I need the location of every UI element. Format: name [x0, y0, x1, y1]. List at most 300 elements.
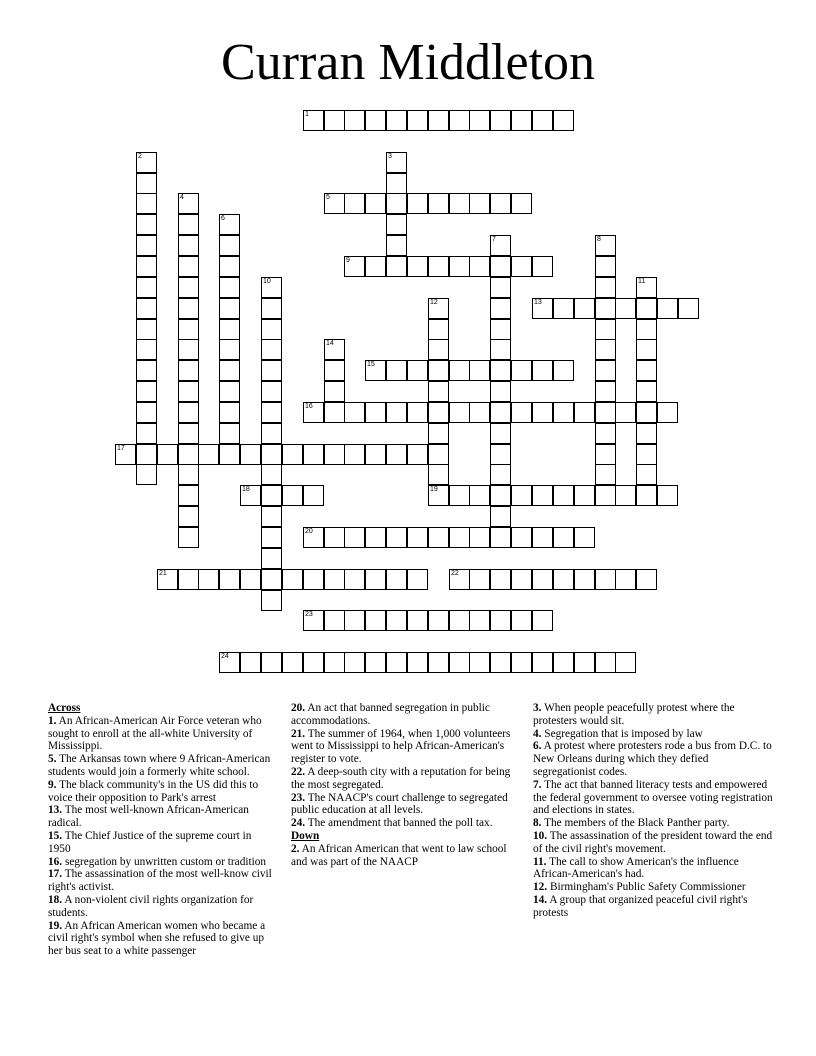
grid-cell[interactable] [386, 110, 407, 131]
grid-cell[interactable] [595, 319, 616, 340]
grid-cell[interactable] [636, 319, 657, 340]
grid-cell[interactable] [344, 652, 365, 673]
grid-cell[interactable] [324, 360, 345, 381]
grid-cell[interactable] [386, 235, 407, 256]
grid-cell[interactable] [261, 360, 282, 381]
grid-cell[interactable] [469, 485, 490, 506]
clue-number: 14 [326, 340, 334, 347]
grid-cell[interactable] [449, 402, 470, 423]
grid-cell[interactable] [532, 527, 553, 548]
grid-cell[interactable] [136, 423, 157, 444]
grid-cell[interactable] [469, 569, 490, 590]
grid-cell[interactable] [198, 444, 219, 465]
clue-number: 11 [638, 278, 646, 285]
grid-cell[interactable] [407, 402, 428, 423]
grid-cell[interactable] [178, 214, 199, 235]
grid-cell[interactable] [490, 339, 511, 360]
grid-cell[interactable] [365, 402, 386, 423]
grid-cell[interactable] [490, 464, 511, 485]
grid-cell[interactable] [365, 569, 386, 590]
grid-cell[interactable] [490, 110, 511, 131]
grid-cell[interactable] [386, 610, 407, 631]
grid-cell[interactable] [449, 569, 470, 590]
grid-cell[interactable] [469, 527, 490, 548]
grid-cell[interactable] [219, 444, 240, 465]
grid-cell[interactable] [490, 277, 511, 298]
grid-cell[interactable] [657, 485, 678, 506]
grid-cell[interactable] [574, 298, 595, 319]
grid-cell[interactable] [324, 610, 345, 631]
grid-cell[interactable] [219, 319, 240, 340]
grid-cell[interactable] [532, 402, 553, 423]
grid-cell[interactable] [303, 652, 324, 673]
grid-cell[interactable] [240, 485, 261, 506]
grid-cell[interactable] [261, 402, 282, 423]
grid-cell[interactable] [636, 569, 657, 590]
grid-cell[interactable] [386, 173, 407, 194]
grid-cell[interactable] [303, 402, 324, 423]
clue-item: 9. The black community's in the US did this to voice their opposition to Park's arrest [48, 778, 259, 804]
grid-cell[interactable] [490, 444, 511, 465]
grid-cell[interactable] [261, 444, 282, 465]
grid-cell[interactable] [324, 527, 345, 548]
clue-item: 6. A protest where protesters rode a bus from D.C. to New Orleans during which they defied segregationist codes. [533, 740, 772, 778]
grid-cell[interactable] [490, 235, 511, 256]
grid-cell[interactable] [595, 277, 616, 298]
grid-cell[interactable] [178, 381, 199, 402]
grid-cell[interactable] [511, 527, 532, 548]
grid-cell[interactable] [428, 381, 449, 402]
grid-cell[interactable] [428, 298, 449, 319]
grid-cell[interactable] [344, 110, 365, 131]
grid-cell[interactable] [553, 360, 574, 381]
grid-cell[interactable] [553, 485, 574, 506]
grid-cell[interactable] [178, 485, 199, 506]
grid-cell[interactable] [407, 444, 428, 465]
grid-cell[interactable] [595, 381, 616, 402]
grid-cell[interactable] [178, 298, 199, 319]
clue-number: 16 [305, 403, 313, 410]
grid-cell[interactable] [303, 485, 324, 506]
grid-cell[interactable] [595, 235, 616, 256]
grid-cell[interactable] [469, 360, 490, 381]
grid-cell[interactable] [511, 193, 532, 214]
grid-cell[interactable] [386, 527, 407, 548]
grid-cell[interactable] [595, 569, 616, 590]
grid-cell[interactable] [469, 110, 490, 131]
grid-cell[interactable] [157, 444, 178, 465]
grid-cell[interactable] [282, 569, 303, 590]
grid-cell[interactable] [324, 402, 345, 423]
grid-cell[interactable] [490, 652, 511, 673]
grid-cell[interactable] [428, 110, 449, 131]
grid-cell[interactable] [678, 298, 699, 319]
grid-cell[interactable] [219, 569, 240, 590]
grid-cell[interactable] [636, 298, 657, 319]
grid-cell[interactable] [595, 652, 616, 673]
clue-number: 6 [221, 215, 225, 222]
grid-cell[interactable] [219, 360, 240, 381]
grid-cell[interactable] [136, 319, 157, 340]
grid-cell[interactable] [282, 485, 303, 506]
grid-cell[interactable] [136, 464, 157, 485]
grid-cell[interactable] [261, 319, 282, 340]
grid-cell[interactable] [553, 298, 574, 319]
grid-cell[interactable] [240, 444, 261, 465]
clue-item: 12. Birmingham's Public Safety Commissioner [533, 881, 746, 894]
grid-cell[interactable] [178, 464, 199, 485]
grid-cell[interactable] [219, 402, 240, 423]
grid-cell[interactable] [490, 423, 511, 444]
grid-cell[interactable] [615, 298, 636, 319]
grid-cell[interactable] [595, 256, 616, 277]
grid-cell[interactable] [407, 256, 428, 277]
grid-cell[interactable] [324, 339, 345, 360]
grid-cell[interactable] [219, 298, 240, 319]
grid-cell[interactable] [136, 339, 157, 360]
grid-cell[interactable] [532, 360, 553, 381]
grid-cell[interactable] [178, 423, 199, 444]
grid-cell[interactable] [407, 110, 428, 131]
grid-cell[interactable] [219, 652, 240, 673]
grid-cell[interactable] [428, 193, 449, 214]
grid-cell[interactable] [136, 256, 157, 277]
grid-cell[interactable] [261, 381, 282, 402]
grid-cell[interactable] [532, 652, 553, 673]
grid-cell[interactable] [636, 402, 657, 423]
grid-cell[interactable] [178, 402, 199, 423]
clue-item: 19. An African American women who became a civil right's symbol when she refused to give up her bus seat to a white passenger [48, 919, 266, 958]
grid-cell[interactable] [532, 256, 553, 277]
grid-cell[interactable] [449, 110, 470, 131]
grid-cell[interactable] [344, 610, 365, 631]
grid-cell[interactable] [219, 423, 240, 444]
grid-cell[interactable] [136, 152, 157, 173]
grid-cell[interactable] [615, 402, 636, 423]
grid-cell[interactable] [574, 569, 595, 590]
grid-cell[interactable] [178, 193, 199, 214]
clue-number: 4 [180, 194, 184, 201]
grid-cell[interactable] [428, 652, 449, 673]
grid-cell[interactable] [532, 298, 553, 319]
grid-cell[interactable] [636, 277, 657, 298]
grid-cell[interactable] [261, 548, 282, 569]
grid-cell[interactable] [511, 360, 532, 381]
grid-cell[interactable] [178, 444, 199, 465]
grid-cell[interactable] [469, 610, 490, 631]
clue-item: 13. The most well-known African-American radical. [48, 804, 249, 830]
grid-cell[interactable] [178, 319, 199, 340]
grid-cell[interactable] [511, 485, 532, 506]
grid-cell[interactable] [532, 569, 553, 590]
grid-cell[interactable] [136, 402, 157, 423]
grid-cell[interactable] [386, 569, 407, 590]
grid-cell[interactable] [365, 610, 386, 631]
grid-cell[interactable] [386, 652, 407, 673]
grid-cell[interactable] [449, 193, 470, 214]
grid-cell[interactable] [574, 402, 595, 423]
grid-cell[interactable] [386, 402, 407, 423]
grid-cell[interactable] [511, 652, 532, 673]
grid-cell[interactable] [136, 360, 157, 381]
grid-cell[interactable] [386, 214, 407, 235]
grid-cell[interactable] [303, 110, 324, 131]
grid-cell[interactable] [261, 652, 282, 673]
clue-item: 11. The call to show American's the influence African-American's had. [533, 855, 739, 881]
grid-cell[interactable] [324, 569, 345, 590]
clue-item: 5. The Arkansas town where 9 African-American students would join a formerly white school. [48, 753, 271, 778]
grid-cell[interactable] [595, 485, 616, 506]
grid-cell[interactable] [115, 444, 136, 465]
grid-cell[interactable] [490, 381, 511, 402]
grid-cell[interactable] [553, 652, 574, 673]
grid-cell[interactable] [553, 110, 574, 131]
grid-cell[interactable] [428, 360, 449, 381]
grid-cell[interactable] [469, 402, 490, 423]
clue-item: 17. The assassination of the most well-know civil right's activist. [48, 868, 272, 894]
clue-number: 20 [305, 528, 313, 535]
grid-cell[interactable] [365, 193, 386, 214]
grid-cell[interactable] [490, 256, 511, 277]
grid-cell[interactable] [490, 527, 511, 548]
grid-cell[interactable] [407, 193, 428, 214]
grid-cell[interactable] [407, 569, 428, 590]
clue-number: 17 [117, 445, 125, 452]
grid-cell[interactable] [428, 319, 449, 340]
grid-cell[interactable] [636, 339, 657, 360]
grid-cell[interactable] [219, 277, 240, 298]
clue-item: 21. The summer of 1964, when 1,000 volunteers went to Mississippi to help African-American's register to vote. [291, 727, 511, 766]
clue-item: 3. When people peacefully protest where the protesters would sit. [533, 702, 735, 727]
grid-cell[interactable] [428, 464, 449, 485]
grid-cell[interactable] [324, 381, 345, 402]
grid-cell[interactable] [261, 485, 282, 506]
grid-cell[interactable] [303, 444, 324, 465]
grid-cell[interactable] [261, 527, 282, 548]
clue-item: 10. The assassination of the president toward the end of the civil right's movement. [533, 829, 773, 855]
grid-cell[interactable] [136, 214, 157, 235]
grid-cell[interactable] [282, 444, 303, 465]
grid-cell[interactable] [344, 569, 365, 590]
grid-cell[interactable] [574, 485, 595, 506]
grid-cell[interactable] [178, 527, 199, 548]
grid-cell[interactable] [365, 527, 386, 548]
clue-item: 22. A deep-south city with a reputation for being the most segregated. [291, 765, 511, 791]
grid-cell[interactable] [324, 652, 345, 673]
grid-cell[interactable] [344, 256, 365, 277]
grid-cell[interactable] [178, 277, 199, 298]
grid-cell[interactable] [595, 464, 616, 485]
grid-cell[interactable] [574, 652, 595, 673]
clue-item: 16. segregation by unwritten custom or tradition [48, 855, 267, 868]
grid-cell[interactable] [636, 360, 657, 381]
grid-cell[interactable] [553, 527, 574, 548]
grid-cell[interactable] [553, 569, 574, 590]
clue-number: 1 [305, 111, 309, 118]
grid-cell[interactable] [136, 381, 157, 402]
clue-number: 23 [305, 611, 313, 618]
grid-cell[interactable] [449, 610, 470, 631]
grid-cell[interactable] [636, 485, 657, 506]
grid-cell[interactable] [261, 506, 282, 527]
grid-cell[interactable] [511, 256, 532, 277]
grid-cell[interactable] [344, 402, 365, 423]
grid-cell[interactable] [136, 235, 157, 256]
grid-cell[interactable] [490, 485, 511, 506]
grid-cell[interactable] [469, 193, 490, 214]
clue-item: 15. The Chief Justice of the supreme court in 1950 [48, 829, 252, 855]
clue-number: 12 [430, 299, 438, 306]
grid-cell[interactable] [490, 506, 511, 527]
grid-cell[interactable] [553, 402, 574, 423]
grid-cell[interactable] [386, 360, 407, 381]
grid-cell[interactable] [324, 193, 345, 214]
clue-number: 7 [492, 236, 496, 243]
grid-cell[interactable] [449, 360, 470, 381]
grid-cell[interactable] [386, 256, 407, 277]
grid-cell[interactable] [344, 527, 365, 548]
grid-cell[interactable] [303, 610, 324, 631]
clue-item: 18. A non-violent civil rights organization for students. [48, 893, 254, 919]
grid-cell[interactable] [657, 298, 678, 319]
grid-cell[interactable] [261, 423, 282, 444]
grid-cell[interactable] [490, 298, 511, 319]
grid-cell[interactable] [511, 402, 532, 423]
grid-cell[interactable] [532, 110, 553, 131]
grid-cell[interactable] [219, 381, 240, 402]
grid-cell[interactable] [261, 339, 282, 360]
grid-cell[interactable] [428, 339, 449, 360]
grid-cell[interactable] [240, 569, 261, 590]
grid-cell[interactable] [428, 256, 449, 277]
grid-cell[interactable] [178, 569, 199, 590]
grid-cell[interactable] [490, 569, 511, 590]
grid-cell[interactable] [511, 610, 532, 631]
grid-cell[interactable] [449, 256, 470, 277]
grid-cell[interactable] [469, 256, 490, 277]
grid-cell[interactable] [219, 235, 240, 256]
grid-cell[interactable] [136, 173, 157, 194]
grid-cell[interactable] [511, 569, 532, 590]
grid-cell[interactable] [490, 402, 511, 423]
grid-cell[interactable] [595, 402, 616, 423]
grid-cell[interactable] [636, 423, 657, 444]
grid-cell[interactable] [198, 569, 219, 590]
grid-cell[interactable] [365, 110, 386, 131]
grid-cell[interactable] [428, 527, 449, 548]
grid-cell[interactable] [303, 569, 324, 590]
grid-cell[interactable] [178, 506, 199, 527]
clue-item: 1. An African-American Air Force veteran who sought to enroll at the all-white University of Mississippi. [48, 714, 262, 753]
grid-cell[interactable] [532, 485, 553, 506]
grid-cell[interactable] [595, 298, 616, 319]
grid-cell[interactable] [240, 652, 261, 673]
grid-cell[interactable] [386, 193, 407, 214]
grid-cell[interactable] [490, 360, 511, 381]
grid-cell[interactable] [574, 527, 595, 548]
grid-cell[interactable] [615, 652, 636, 673]
grid-cell[interactable] [365, 444, 386, 465]
grid-cell[interactable] [407, 652, 428, 673]
grid-cell[interactable] [407, 360, 428, 381]
grid-cell[interactable] [261, 277, 282, 298]
grid-cell[interactable] [344, 444, 365, 465]
grid-cell[interactable] [657, 402, 678, 423]
grid-cell[interactable] [636, 381, 657, 402]
grid-cell[interactable] [595, 339, 616, 360]
grid-cell[interactable] [636, 464, 657, 485]
grid-cell[interactable] [136, 193, 157, 214]
grid-cell[interactable] [490, 610, 511, 631]
grid-cell[interactable] [490, 193, 511, 214]
grid-cell[interactable] [261, 569, 282, 590]
grid-cell[interactable] [490, 319, 511, 340]
grid-cell[interactable] [407, 527, 428, 548]
grid-cell[interactable] [386, 152, 407, 173]
grid-cell[interactable] [219, 339, 240, 360]
grid-cell[interactable] [178, 339, 199, 360]
grid-cell[interactable] [324, 110, 345, 131]
grid-cell[interactable] [532, 610, 553, 631]
grid-cell[interactable] [636, 444, 657, 465]
grid-cell[interactable] [469, 652, 490, 673]
grid-cell[interactable] [386, 444, 407, 465]
grid-cell[interactable] [449, 485, 470, 506]
grid-cell[interactable] [428, 402, 449, 423]
grid-cell[interactable] [595, 444, 616, 465]
grid-cell[interactable] [615, 485, 636, 506]
grid-cell[interactable] [449, 652, 470, 673]
grid-cell[interactable] [407, 610, 428, 631]
grid-cell[interactable] [178, 360, 199, 381]
grid-cell[interactable] [136, 298, 157, 319]
grid-cell[interactable] [324, 444, 345, 465]
clue-item: 4. Segregation that is imposed by law [533, 727, 703, 740]
grid-cell[interactable] [178, 256, 199, 277]
grid-cell[interactable] [595, 423, 616, 444]
grid-cell[interactable] [449, 527, 470, 548]
grid-cell[interactable] [428, 444, 449, 465]
grid-cell[interactable] [178, 235, 199, 256]
grid-cell[interactable] [219, 256, 240, 277]
grid-cell[interactable] [428, 610, 449, 631]
grid-cell[interactable] [219, 214, 240, 235]
grid-cell[interactable] [365, 360, 386, 381]
grid-cell[interactable] [365, 652, 386, 673]
grid-cell[interactable] [136, 277, 157, 298]
clue-number: 13 [534, 299, 542, 306]
grid-cell[interactable] [615, 569, 636, 590]
grid-cell[interactable] [344, 193, 365, 214]
clue-number: 9 [346, 257, 350, 264]
grid-cell[interactable] [136, 444, 157, 465]
grid-cell[interactable] [428, 485, 449, 506]
grid-cell[interactable] [428, 423, 449, 444]
clue-number: 18 [242, 486, 250, 493]
grid-cell[interactable] [261, 590, 282, 611]
grid-cell[interactable] [282, 652, 303, 673]
clue-number: 22 [451, 570, 459, 577]
grid-cell[interactable] [511, 110, 532, 131]
grid-cell[interactable] [365, 256, 386, 277]
across-heading: Across [48, 702, 81, 714]
grid-cell[interactable] [261, 298, 282, 319]
grid-cell[interactable] [303, 527, 324, 548]
grid-cell[interactable] [261, 464, 282, 485]
grid-cell[interactable] [157, 569, 178, 590]
grid-cell[interactable] [595, 360, 616, 381]
clue-item: 24. The amendment that banned the poll tax. [291, 817, 493, 830]
